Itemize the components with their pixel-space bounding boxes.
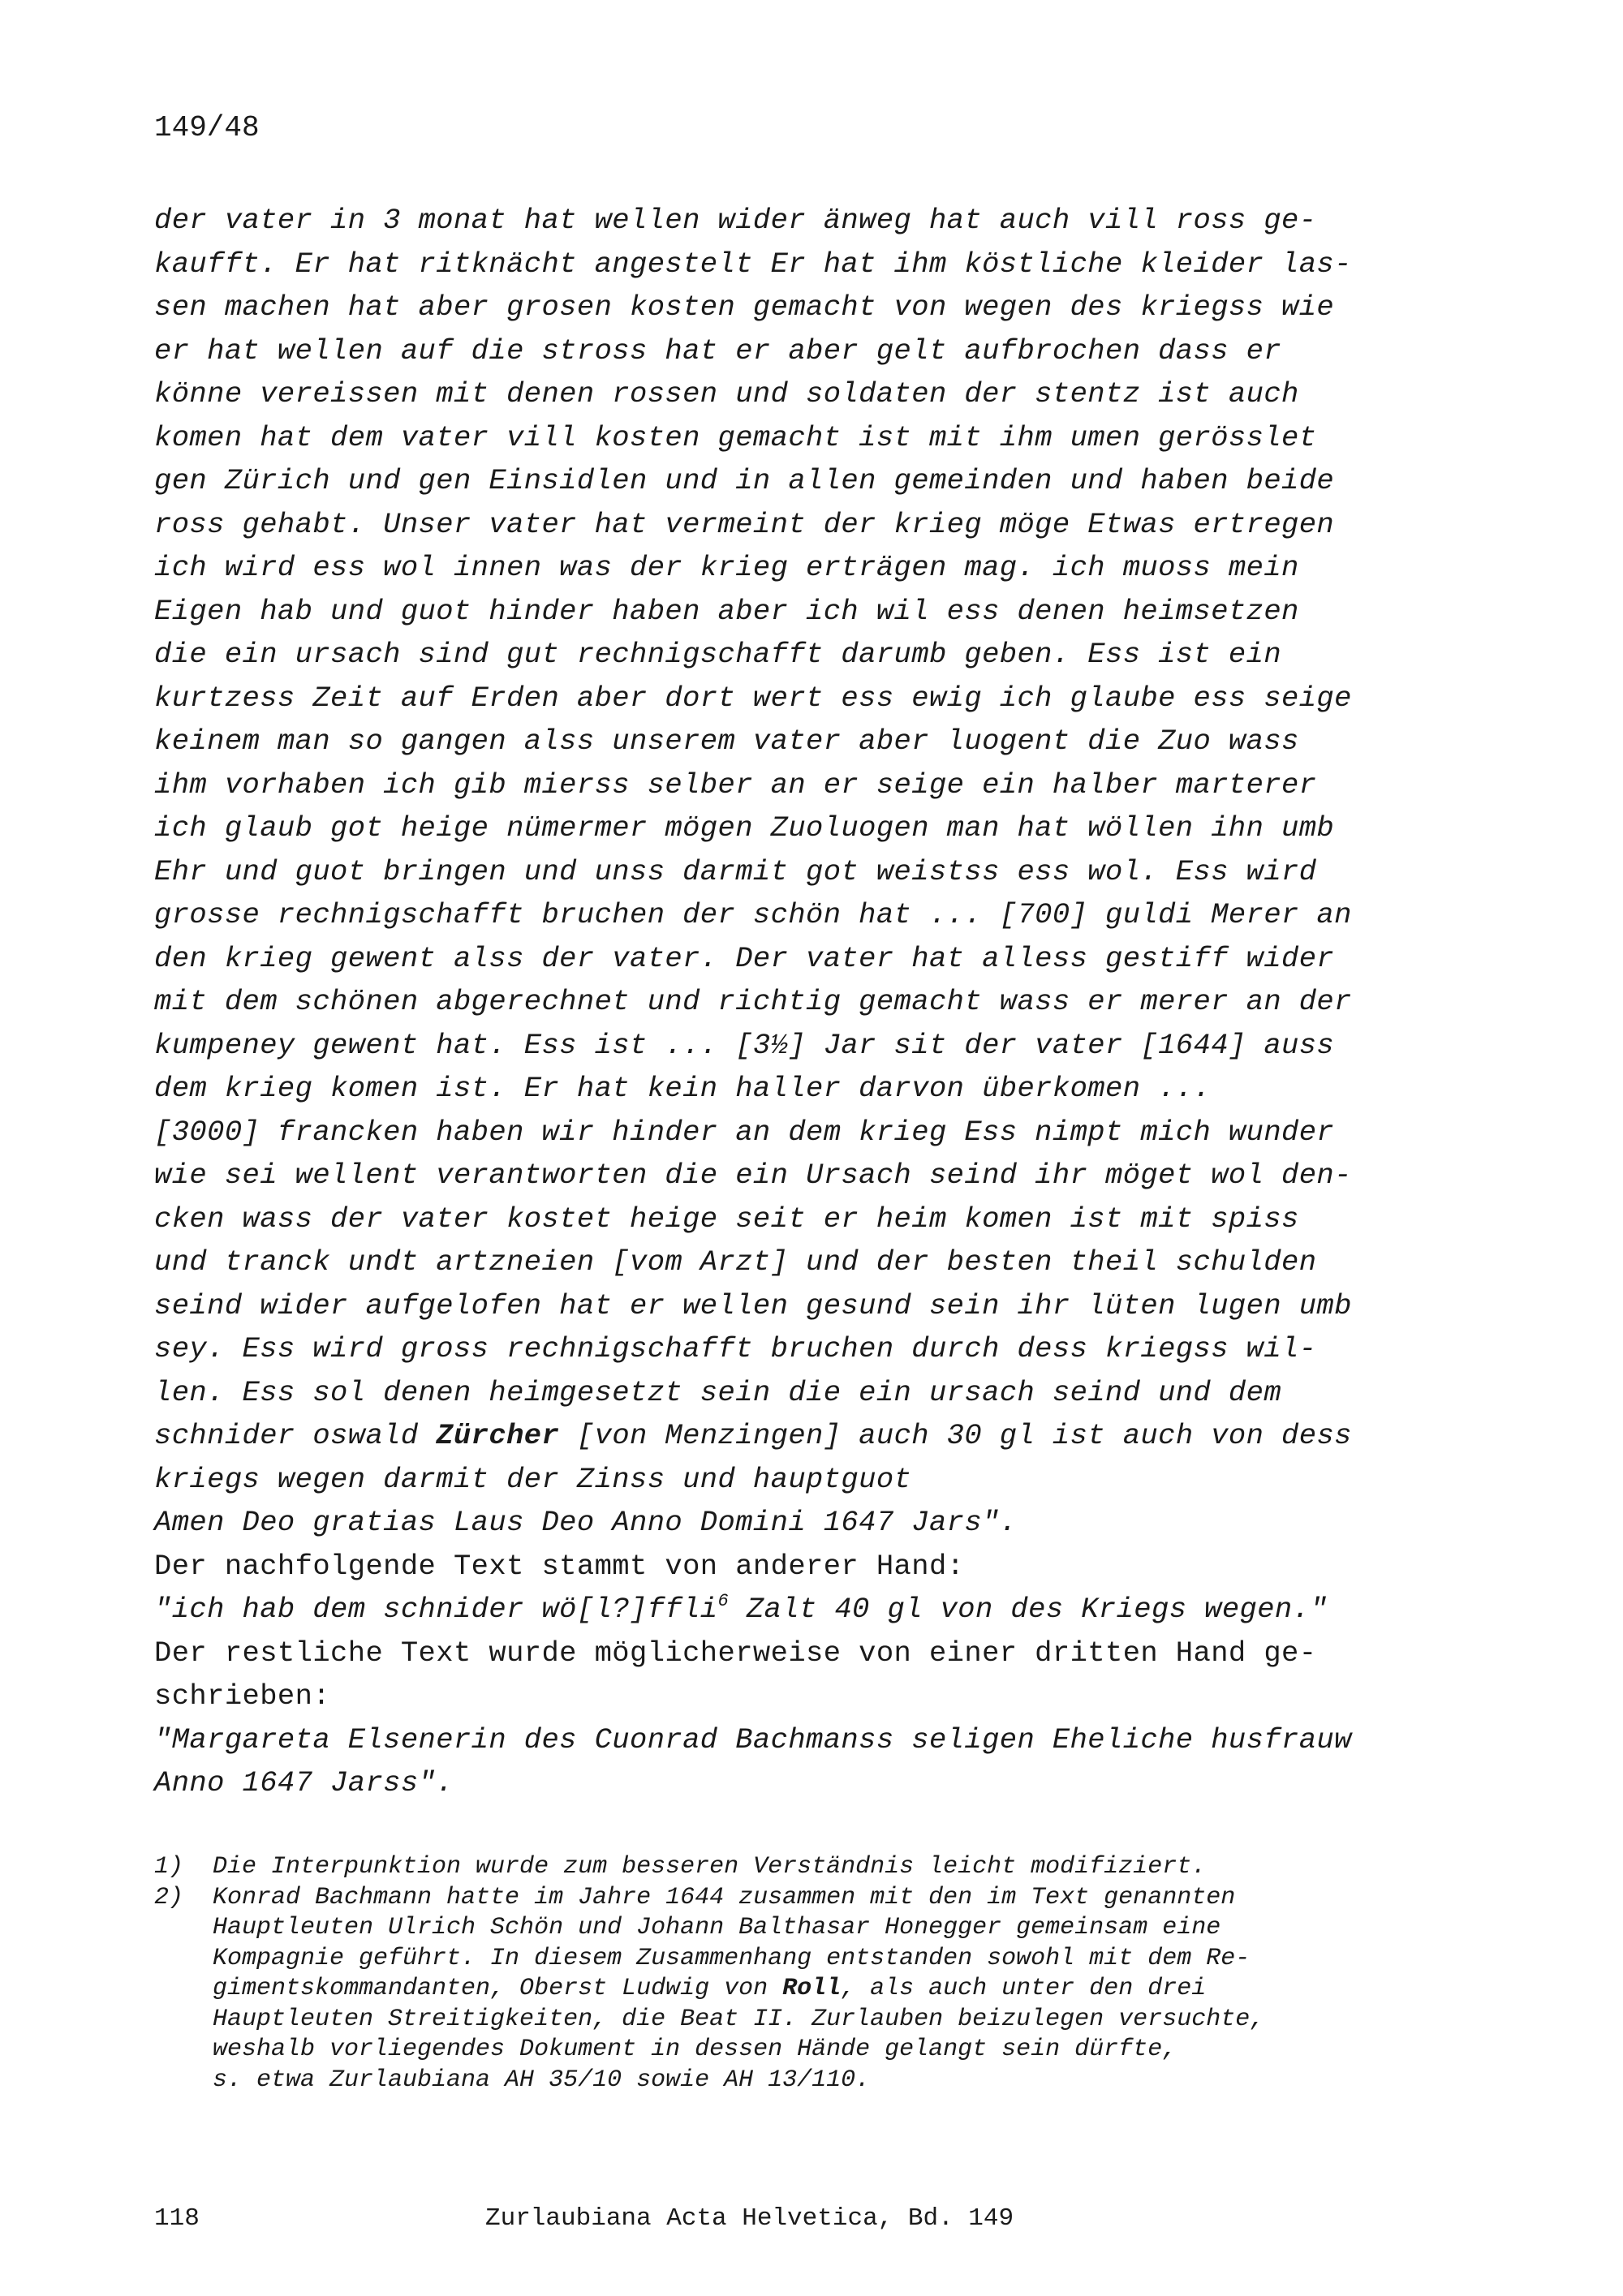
footnote-text: Kompagnie geführt. In diesem Zusammenhang entstanden sowohl mit dem Re- — [213, 1944, 1251, 1972]
footnote-2-continued — [154, 2035, 1453, 2066]
footnote-text: Hauptleuten Ulrich Schön und Johann Balthasar Honegger gemeinsam eine — [213, 1914, 1221, 1941]
text-line: len. Ess sol denen heimgesetzt sein die ein ursach seind und dem — [154, 1375, 1282, 1409]
text-line: ihm vorhaben ich gib mierss selber an er seige ein halber marterer — [154, 767, 1317, 802]
footnote-marker: 6 — [717, 1591, 730, 1611]
footnote-2-continued — [154, 1944, 1453, 1975]
text-line: der vater in 3 monat hat wellen wider änweg hat auch vill ross ge- — [154, 204, 1317, 237]
footnote-2-continued — [154, 1974, 1453, 2005]
footnote-text: , als auch unter den drei — [841, 1975, 1207, 2002]
text-line: mit dem schönen abgerechnet und richtig gemacht wass er merer an der — [154, 985, 1352, 1018]
text-line: kumpeney gewent hat. Ess ist ... [3½] Jar sit der vater [1644] auss — [154, 1028, 1335, 1062]
text-line: wie sei wellent verantworten die ein Ursach seind ihr möget wol den- — [154, 1159, 1352, 1192]
footnote-1 — [154, 1852, 1453, 1883]
text-line: sen machen hat aber grosen kosten gemacht von wegen des kriegss wie — [154, 290, 1335, 324]
text-line: dem krieg komen ist. Er hat kein haller darvon überkomen ... — [154, 1072, 1212, 1105]
editorial-note: schrieben: — [154, 1679, 331, 1713]
text-line: Amen Deo gratias Laus Deo Anno Domini 1647 Jars". — [154, 1506, 1018, 1539]
footnote-text: weshalb vorliegendes Dokument in dessen Hände gelangt sein dürfte, — [213, 2036, 1177, 2063]
text-segment: "ich hab dem schnider wö[l?]ffli — [154, 1593, 718, 1626]
page-number: 118 — [154, 2204, 200, 2233]
text-segment: Zalt 40 gl von des Kriegs wegen." — [729, 1593, 1328, 1626]
text-line: seind wider aufgelofen hat er wellen gesund sein ihr lüten lugen umb — [154, 1288, 1352, 1322]
text-line: gen Zürich und gen Einsidlen und in allen gemeinden und haben beide — [154, 464, 1335, 497]
footnote-2-continued — [154, 1913, 1453, 1944]
text-line: kriegs wegen darmit der Zinss und hauptguot — [154, 1462, 912, 1496]
text-line: den krieg gewent alss der vater. Der vater hat alless gestiff wider — [154, 941, 1335, 975]
text-segment: schnider oswald — [154, 1419, 437, 1452]
footnote-2-continued — [154, 2005, 1453, 2036]
text-line: Eigen hab und guot hinder haben aber ich wil ess denen heimsetzen — [154, 594, 1299, 628]
name-zuercher: Zürcher — [436, 1419, 560, 1452]
footnote-2 — [154, 1883, 1453, 1914]
text-line: ross gehabt. Unser vater hat vermeint der krieg möge Etwas ertregen — [154, 507, 1335, 541]
footnote-number: 1) — [154, 1853, 184, 1881]
page-reference: 149/48 — [154, 111, 260, 144]
text-line: er hat wellen auf die stross hat er aber gelt aufbrochen dass er — [154, 333, 1282, 368]
text-line: kurtzess Zeit auf Erden aber dort wert ess ewig ich glaube ess seige — [154, 681, 1352, 715]
name-roll: Roll — [782, 1975, 842, 2002]
text-line: cken wass der vater kostet heige seit er heim komen ist mit spiss — [154, 1202, 1299, 1236]
text-line: und tranck undt artzneien [vom Arzt] und der besten theil schulden — [154, 1245, 1317, 1279]
editorial-note: Der restliche Text wurde möglicherweise von einer dritten Hand ge- — [154, 1636, 1317, 1670]
text-line: [3000] francken haben wir hinder an dem krieg Ess nimpt mich wunder — [154, 1115, 1335, 1149]
text-line: die ein ursach sind gut rechnigschafft darumb geben. Ess ist ein — [154, 638, 1282, 671]
footnote-number: 2) — [154, 1883, 184, 1911]
text-line — [154, 1414, 1420, 1458]
text-line: sey. Ess wird gross rechnigschafft bruchen durch dess kriegss wil- — [154, 1332, 1317, 1365]
footnote-text: Die Interpunktion wurde zum besseren Verständnis leicht modifiziert. — [213, 1853, 1207, 1881]
editorial-note: Der nachfolgende Text stammt von anderer Hand: — [154, 1549, 965, 1583]
text-line — [154, 1588, 1420, 1632]
footnote-text: Konrad Bachmann hatte im Jahre 1644 zusammen mit den im Text genannten — [213, 1883, 1236, 1911]
text-line: keinem man so gangen alss unserem vater aber luogent die Zuo wass — [154, 724, 1299, 758]
text-segment: [von Menzingen] auch 30 gl ist auch von dess — [559, 1419, 1352, 1452]
text-line: ich glaub got heige nümermer mögen Zuoluogen man hat wöllen ihn umb — [154, 811, 1335, 845]
text-line: könne vereissen mit denen rossen und soldaten der stentz ist auch — [154, 377, 1299, 411]
publication-title: Zurlaubiana Acta Helvetica, Bd. 149 — [485, 2204, 1014, 2233]
text-line: grosse rechnigschafft bruchen der schön hat ... [700] guldi Merer an — [154, 898, 1352, 931]
text-line: komen hat dem vater vill kosten gemacht ist mit ihm umen gerösslet — [154, 420, 1317, 454]
main-text-body — [154, 199, 1420, 1805]
footnote-text: Hauptleuten Streitigkeiten, die Beat II. Zurlauben beizulegen versuchte, — [213, 2005, 1265, 2033]
text-line: kaufft. Er hat ritknächt angestelt Er hat ihm köstliche kleider las- — [154, 247, 1352, 281]
footnote-text: gimentskommandanten, Oberst Ludwig von — [213, 1975, 783, 2002]
text-line: ich wird ess wol innen was der krieg erträgen mag. ich muoss mein — [154, 551, 1299, 584]
text-line: "Margareta Elsenerin des Cuonrad Bachmanss seligen Eheliche husfrauw — [154, 1722, 1352, 1756]
footnote-2-continued — [154, 2066, 1453, 2096]
text-line: Anno 1647 Jarss". — [154, 1766, 454, 1799]
footnotes — [154, 1852, 1453, 2096]
text-line: Ehr und guot bringen und unss darmit got weistss ess wol. Ess wird — [154, 854, 1317, 888]
footnote-text: s. etwa Zurlaubiana AH 35/10 sowie AH 13/110. — [213, 2066, 871, 2094]
